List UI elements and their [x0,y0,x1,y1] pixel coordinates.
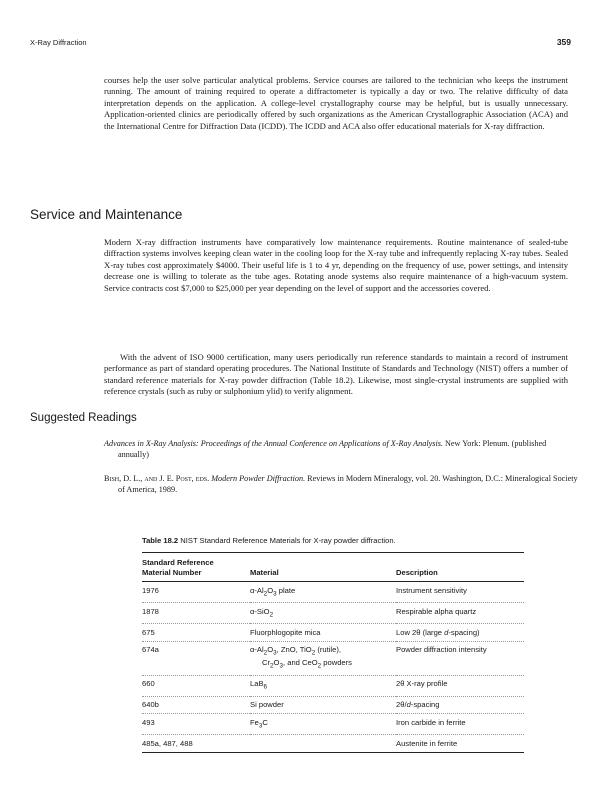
cell-number: 485a, 487, 488 [142,738,193,748]
table-caption [142,536,524,545]
formula-part: , ZnO, TiO [276,645,312,655]
cell-number: 1976 [142,582,250,603]
cell-description [396,624,524,642]
reference-materials-table [142,536,524,753]
cell-material [250,603,396,624]
cell-number: 660 [142,675,250,696]
table-row [142,624,524,642]
cell-number: 674a [142,641,250,675]
reading-reference-1 [104,438,578,460]
formula-part: Cr [262,658,271,668]
formula-part: O [267,645,274,655]
formula-part: LaB [250,679,264,689]
table-label: Table 18.2 [142,536,179,545]
formula-part: , and CeO [283,658,318,668]
reference-details: New York: Plenum. (published annually) [118,439,547,459]
service-paragraph-2: With the advent of ISO 9000 certification, many users periodically run reference standards to maintain a record of instrument performance as part of standard operating procedures. The National Institute of Standards and Technology (NIST) offers a number of standard reference materials for X-ray powder diffraction (Table 18.2). Likewise, most single-crystal instruments are supplied with reference crystals (such as ruby or sulphonium ylid) to verify alignment. [104,352,568,397]
cell-description [396,696,524,714]
formula-part: Fe [250,717,259,727]
formula-subscript: 2 [270,662,274,670]
page-header [30,38,571,50]
formula-part: O [267,585,274,595]
table-row [142,603,524,624]
reference-title: Modern Powder Diffraction. [211,474,306,483]
section-heading-readings: Suggested Readings [30,412,137,424]
header-line: Material Number [142,568,202,577]
header-material: Material [250,553,396,582]
description-part: -spacing) [448,627,480,637]
formula-part: plate [276,585,296,595]
formula-subscript: 2 [263,590,268,598]
formula-subscript: 2 [317,662,322,670]
cell-description: 2θ X-ray profile [396,675,524,696]
section-heading-service: Service and Maintenance [30,207,183,222]
table-grid [142,552,524,753]
formula-subscript: 2 [311,649,316,657]
cell-number: 675 [142,624,250,642]
page-number: 359 [556,37,571,47]
description-part: -spacing [410,700,440,710]
table-row [142,582,524,603]
formula-part: O [273,658,280,668]
cell-material: Fluorphlogopite mica [250,624,396,642]
formula-subscript: 3 [279,662,283,670]
formula-subscript: 2 [269,611,274,619]
cell-description: Respirable alpha quartz [396,603,524,624]
cell-number: 1878 [142,603,250,624]
table-row [142,714,524,735]
service-paragraph-1: Modern X-ray diffraction instruments have comparatively low maintenance requirements. Routine maintenance of sealed-tube diffraction systems involves keeping clean water in the cooling loop for the X-ray tube and infrequently replacing X-ray tubes. Sealed X-ray tubes cost approximately $4000. Their useful life is 1 to 4 yr, depending on the frequency of use, power settings, and intensity decrease one is willing to tolerate as the tube ages. Rotating anode systems also require maintenance of a high-vacuum system. Service contracts cost $7,000 to $25,000 per year depending on the level of support and the accessories covered. [104,237,568,293]
cell-material [250,641,396,675]
formula-subscript: 6 [263,683,268,691]
cell-description: Austenite in ferrite [396,738,458,748]
formula-part: C [262,717,268,727]
reference-details: Reviews in Modern Mineralogy, vol. 20. Washington, D.C.: Mineralogical Society of America, 1989. [118,474,578,494]
running-title: X-Ray Diffraction [30,38,87,47]
reference-title: Advances in X-Ray Analysis: Proceedings of the Annual Conference on Applications of X-Ray Analysis. [104,439,443,448]
table-row [142,696,524,714]
cell-material [250,675,396,696]
cell-material [250,714,396,735]
formula-part: α-Al [250,645,264,655]
cell-material: Si powder [250,696,396,714]
header-description: Description [396,553,524,582]
cell-number: 493 [142,714,250,735]
description-part: 2θ/ [396,700,407,710]
formula-subscript: 2 [263,649,268,657]
cell-material [250,582,396,603]
formula-subscript: 3 [258,722,263,730]
intro-paragraph: courses help the user solve particular analytical problems. Service courses are tailored to the technician who keeps the instrument running. The amount of training required to operate a diffractometer is typically a day or two. The relative difficulty of data interpretation depends on the application. A college-level crystallography course may be helpful, but is usually unnecessary. Application-oriented clinics are periodically offered by such organizations as the American Crystallographic Association (ACA) and the International Centre for Diffraction Data (ICDD). The ICDD and ACA also offer educational materials for X-ray diffraction. [104,75,568,131]
formula-part: α-SiO [250,606,270,616]
cell-description: Powder diffraction intensity [396,641,524,675]
table-caption-text: NIST Standard Reference Materials for X-ray powder diffraction. [178,536,396,545]
header-material-number [142,553,250,582]
description-italic: d [444,627,449,637]
table-row [142,675,524,696]
formula-part: powders [321,658,352,668]
table-row [142,735,524,753]
formula-part: α-Al [250,585,264,595]
table-row [142,641,524,675]
cell-description: Iron carbide in ferrite [396,714,524,735]
cell-description: Instrument sensitivity [396,582,524,603]
cell-material [250,735,396,753]
table-header-row [142,553,524,582]
description-part: Low 2θ (large [396,627,445,637]
description-italic: d [406,700,411,710]
reading-reference-2 [104,473,578,495]
formula-part: (rutile), [315,645,341,655]
formula-subscript: 3 [273,649,277,657]
header-line: Standard Reference [142,558,214,567]
formula-subscript: 3 [273,590,277,598]
cell-number: 640b [142,696,250,714]
reference-authors: Bish, D. L., and J. E. Post, eds. [104,474,210,483]
